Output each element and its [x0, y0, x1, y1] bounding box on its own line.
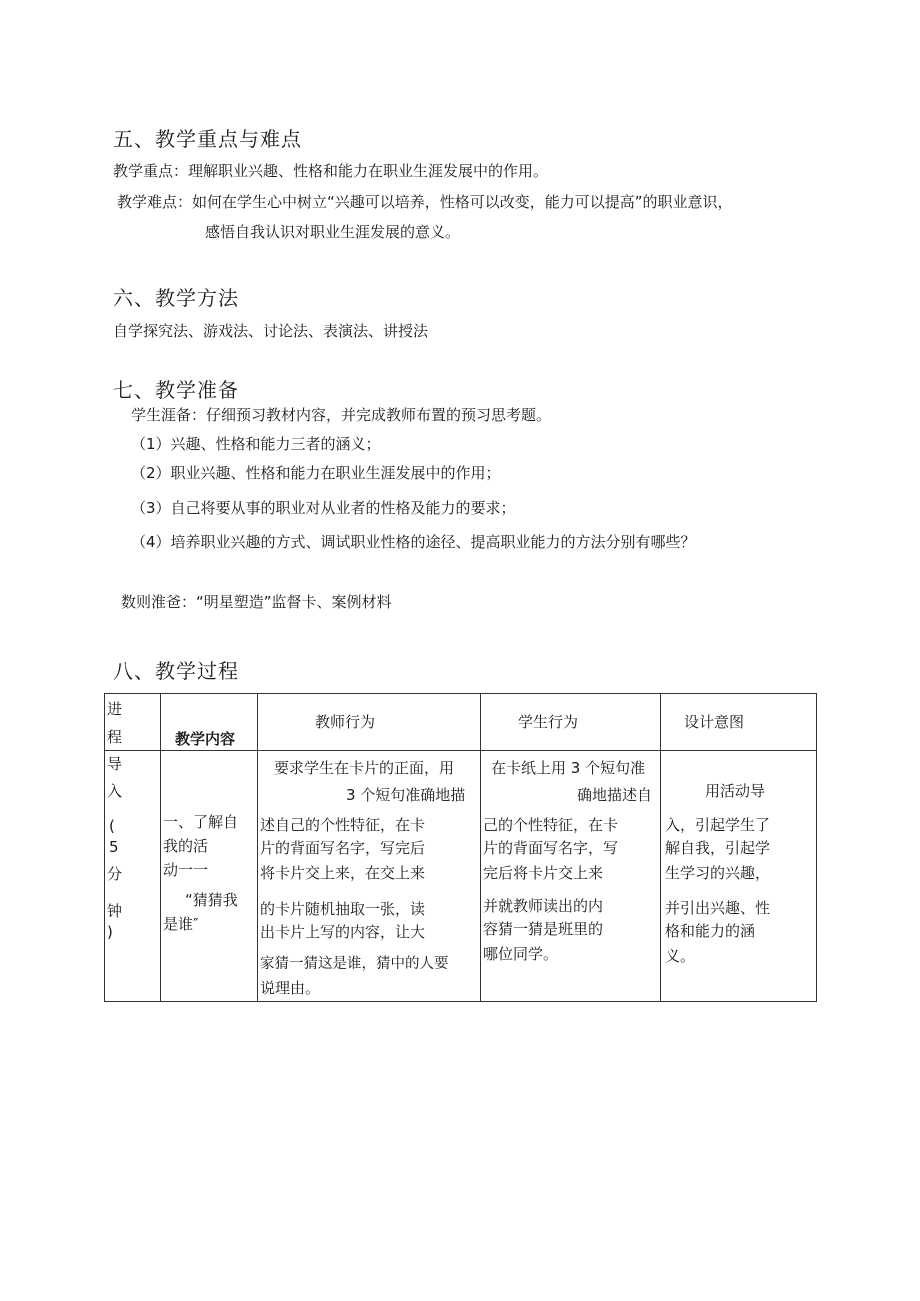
- teaching-methods-text: 自学探究法、游戏法、讨论法、表演法、讲授法: [113, 322, 429, 340]
- prep-item-3: （3）自己将要从事的职业对从业者的性格及能力的要求；: [131, 499, 516, 517]
- row1-progress-line: 入: [107, 782, 123, 800]
- row1-student-line: 容猜一猜是班里的: [483, 920, 604, 938]
- header-content-label: 教学内容: [175, 730, 236, 748]
- row1-design-line: 义。: [665, 947, 696, 965]
- prep-item-4: （4）培养职业兴趣的方式、调试职业性格的途径、提高职业能力的方法分别有哪些？: [131, 533, 696, 551]
- header-design-label: 设计意图: [684, 713, 745, 731]
- row1-student-line: 己的个性特征，在卡: [483, 816, 619, 834]
- row1-teacher-line: 3 个短句准确地描: [346, 786, 466, 804]
- row1-progress: [105, 751, 161, 1002]
- row1-progress-line: 分: [107, 865, 123, 883]
- row1-progress-line: ): [107, 923, 113, 941]
- student-prep-text: 学生涯备：仔细预习教材内容，并完成教师布置的预习思考题。: [131, 406, 552, 424]
- header-teacher: [258, 694, 481, 751]
- row1-teacher-line: 述自己的个性特征，在卡: [260, 816, 426, 834]
- row1-content: [161, 751, 258, 1002]
- header-design: [661, 694, 817, 751]
- row1-content-line: 我的活: [163, 837, 209, 855]
- teaching-process-table: [104, 693, 817, 1002]
- header-progress-char-1: 进: [107, 700, 123, 718]
- header-teacher-label: 教师行为: [315, 713, 376, 731]
- header-student: [481, 694, 661, 751]
- row1-teacher-line: 家猜一猜这是谁，猜中的人要: [260, 956, 449, 972]
- header-content: [161, 694, 258, 751]
- row1-design-line: 入，引起学生了: [665, 816, 771, 834]
- table-row: [105, 751, 817, 1002]
- row1-design-line: 解自我，引起学: [665, 839, 771, 857]
- section-5-heading: 五、教学重点与难点: [113, 127, 302, 151]
- header-progress: [105, 694, 161, 751]
- row1-progress-line: 钟: [107, 902, 123, 920]
- teacher-prep-text: 数则淮爸：“明星塑造”监督卡、案例材料: [121, 593, 392, 611]
- row1-teacher-line: 要求学生在卡片的正面，用: [274, 759, 455, 777]
- row1-student-line: 完后将卡片交上来: [483, 864, 604, 882]
- row1-design: [661, 751, 817, 1002]
- row1-content-line: 是谁″: [163, 915, 199, 933]
- header-student-label: 学生行为: [518, 713, 579, 731]
- prep-item-2: （2）职业兴趣、性格和能力在职业生涯发展中的作用；: [131, 464, 501, 482]
- table-header-row: [105, 694, 817, 751]
- row1-student-line: 确地描述自: [577, 786, 653, 804]
- difficulty-text-line2: 感悟自我认识对职业生涯发展的意义。: [205, 223, 461, 241]
- row1-progress-line: 导: [107, 755, 123, 773]
- row1-content-line: 动一一: [163, 861, 209, 879]
- row1-teacher-line: 说理由。: [260, 979, 321, 997]
- row1-student-line: 并就教师读出的内: [483, 897, 604, 915]
- row1-teacher: [258, 751, 481, 1002]
- row1-student-line: 片的背面写名字，写: [483, 839, 619, 857]
- row1-design-line: 生学习的兴趣，: [665, 864, 771, 882]
- section-8-heading: 八、教学过程: [113, 659, 239, 683]
- row1-content-line: 一、了解自: [163, 813, 239, 831]
- section-6-heading: 六、教学方法: [113, 286, 239, 310]
- row1-teacher-line: 的卡片随机抽取一张，读: [260, 900, 426, 918]
- row1-teacher-line: 片的背面写名字，写完后: [260, 839, 426, 857]
- row1-content-line: “猜猜我: [185, 891, 238, 909]
- row1-student: [481, 751, 661, 1002]
- row1-design-line: 并引出兴趣、性: [665, 899, 771, 917]
- header-progress-char-2: 程: [107, 728, 123, 746]
- key-point-text: 教学重点：理解职业兴趣、性格和能力在职业生涯发展中的作用。: [113, 162, 549, 180]
- row1-design-line: 格和能力的涵: [665, 922, 756, 940]
- section-7-heading: 七、教学准备: [113, 378, 239, 402]
- row1-progress-line: 5: [109, 838, 119, 856]
- difficulty-text-line1: 教学难点：如何在学生心中树立“兴趣可以培养，性格可以改变，能力可以提高”的职业意识，: [117, 193, 733, 211]
- row1-student-line: 哪位同学。: [483, 945, 559, 963]
- prep-item-1: （1）兴趣、性格和能力三者的涵义；: [131, 435, 381, 453]
- row1-student-line: 在卡纸上用 3 个短句准: [491, 759, 646, 777]
- row1-teacher-line: 出卡片上写的内容，让大: [260, 923, 426, 941]
- row1-design-line: 用活动导: [705, 782, 766, 800]
- row1-progress-line: (: [109, 817, 115, 835]
- row1-teacher-line: 将卡片交上来，在交上来: [260, 864, 426, 882]
